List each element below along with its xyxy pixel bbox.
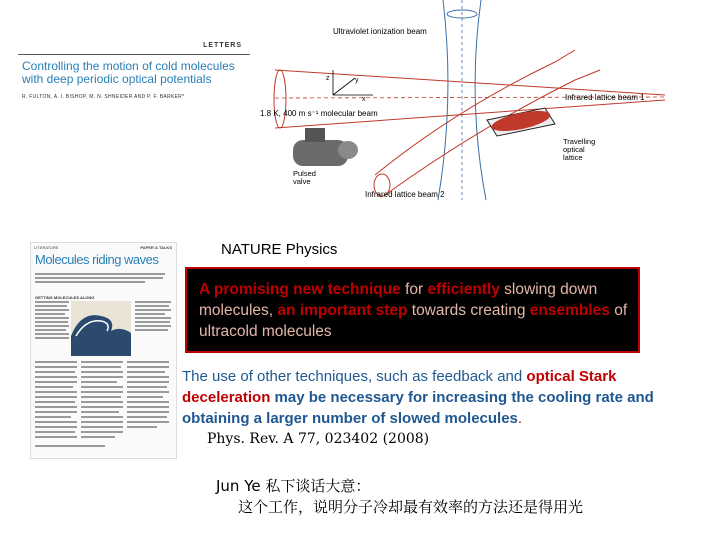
text-line [35, 329, 66, 331]
text-line [127, 361, 169, 363]
text-line [127, 426, 157, 428]
text-line [35, 406, 77, 408]
box-phrase-4: slowing down molecules, [199, 281, 598, 319]
text-line [35, 325, 69, 327]
wave-image-icon [71, 301, 131, 356]
valve-label-line1: Pulsed [293, 169, 316, 178]
text-line [35, 309, 69, 311]
travelling-lattice-packet [487, 107, 555, 136]
text-line [35, 317, 69, 319]
text-line [35, 313, 65, 315]
text-line [81, 431, 123, 433]
box-phrase-8: of ultracold molecules [199, 302, 628, 340]
paper-header-snippet [18, 40, 258, 112]
text-line [35, 371, 75, 373]
text-line [81, 421, 123, 423]
text-line [35, 416, 71, 418]
lattice-beam1-upper [275, 70, 665, 95]
text-line [35, 301, 69, 303]
lattice-beam1-label: Infrared lattice beam 1 [565, 93, 645, 102]
text-line [135, 305, 169, 307]
citation-reference: Phys. Rev. A 77, 023402 (2008) [207, 431, 430, 447]
text-line [135, 301, 171, 303]
text-line [35, 361, 77, 363]
text-line [127, 411, 169, 413]
text-line [127, 386, 167, 388]
text-line [135, 329, 168, 331]
lattice-label-line1: Travelling [563, 137, 596, 146]
uv-beam-label: Ultraviolet ionization beam [333, 27, 427, 36]
text-line [81, 396, 121, 398]
lattice-beam2-label: Infrared lattice beam 2 [365, 190, 445, 199]
paper-title-line1: Controlling the motion of cold molecules [22, 59, 235, 73]
box-phrase-2: for [400, 281, 428, 298]
text-line [135, 309, 171, 311]
text-line [35, 281, 145, 283]
comment-line-2: 这个工作，说明分子冷却最有效率的方法还是得用光 [238, 498, 584, 516]
lattice-beam1-end [274, 70, 286, 128]
text-line [81, 361, 123, 363]
box-phrase-3: efficiently [427, 281, 500, 298]
comment-line-1: Jun Ye 私下谈话大意： [216, 477, 371, 495]
text-line [81, 416, 123, 418]
axis-y-label: y [355, 77, 359, 84]
text-line [127, 406, 169, 408]
text-line [135, 317, 171, 319]
text-line [35, 421, 77, 423]
text-line [35, 445, 105, 447]
para-part-4: . [517, 410, 523, 427]
uv-beam-left-edge [438, 0, 448, 200]
valve-cap [305, 128, 325, 142]
text-line [81, 366, 121, 368]
text-line [35, 366, 77, 368]
text-line [135, 325, 171, 327]
highlight-quote-box [185, 267, 640, 353]
lattice-label-line3: lattice [563, 153, 583, 162]
text-line [35, 426, 77, 428]
box-phrase-5: an important step [277, 302, 408, 319]
text-line [127, 391, 169, 393]
text-line [81, 406, 123, 408]
text-line [81, 391, 123, 393]
text-line [35, 431, 75, 433]
text-line [81, 411, 119, 413]
text-line [127, 366, 169, 368]
lattice-label-line2: optical [563, 145, 585, 154]
text-line [127, 401, 169, 403]
text-line [35, 277, 163, 279]
text-line [127, 421, 169, 423]
text-line [35, 386, 73, 388]
paper-title-line2: with deep periodic optical potentials [22, 72, 212, 86]
text-line [35, 305, 67, 307]
text-line [35, 436, 77, 438]
valve-nozzle [338, 141, 358, 159]
text-line [35, 411, 77, 413]
text-line [35, 381, 77, 383]
box-phrase-6: towards creating [407, 302, 530, 319]
text-line [81, 381, 117, 383]
valve-label-line2: valve [293, 177, 311, 186]
text-line [35, 391, 77, 393]
commentary-paragraph [182, 366, 707, 429]
thumbnail-subhead: GETTING MOLECULES ALONG [35, 295, 95, 300]
pulsed-valve [293, 128, 358, 166]
text-line [127, 371, 165, 373]
molecular-beam-label: 1.8 K, 400 m s⁻¹ molecular beam [260, 109, 378, 118]
text-line [81, 371, 123, 373]
text-line [135, 313, 165, 315]
text-line [35, 401, 75, 403]
para-part-1: The use of other techniques, such as feedback and [182, 368, 527, 385]
thumbnail-headline: Molecules riding waves [35, 252, 159, 267]
paper-title [22, 60, 258, 86]
text-line [35, 396, 77, 398]
paper-thumbnail [30, 242, 177, 459]
para-part-3: may be necessary for increasing the cooling rate and obtaining a larger number of slowed molecules [182, 389, 654, 427]
text-line [35, 333, 69, 335]
box-phrase-1: A promising new technique [199, 281, 401, 298]
thumbnail-journal: PAPER & TALKS [140, 245, 172, 250]
text-line [35, 321, 68, 323]
box-phrase-7: ensembles [529, 302, 610, 319]
text-line [35, 337, 69, 339]
text-line [127, 376, 169, 378]
text-line [81, 401, 123, 403]
paper-header-rule [18, 40, 250, 55]
paper-authors: R. FULTON, A. I. BISHOP, M. N. SHNEIDER AND P. F. BARKER* [22, 94, 185, 100]
text-line [35, 376, 77, 378]
text-line [35, 273, 165, 275]
text-line [81, 376, 123, 378]
text-line [135, 321, 170, 323]
axis-z-label: z [326, 75, 330, 82]
paper-section-label: LETTERS [203, 42, 242, 49]
text-line [127, 416, 167, 418]
experiment-diagram [255, 0, 675, 205]
journal-label: NATURE Physics [221, 241, 338, 258]
text-line [127, 396, 163, 398]
thumbnail-category: LITERATURE [34, 245, 59, 250]
text-line [81, 426, 123, 428]
axis-y-line [333, 78, 355, 95]
text-line [81, 386, 123, 388]
text-line [127, 381, 169, 383]
text-line [81, 436, 115, 438]
axis-x-label: x [362, 96, 366, 103]
para-part-2: optical Stark deceleration [182, 368, 617, 406]
